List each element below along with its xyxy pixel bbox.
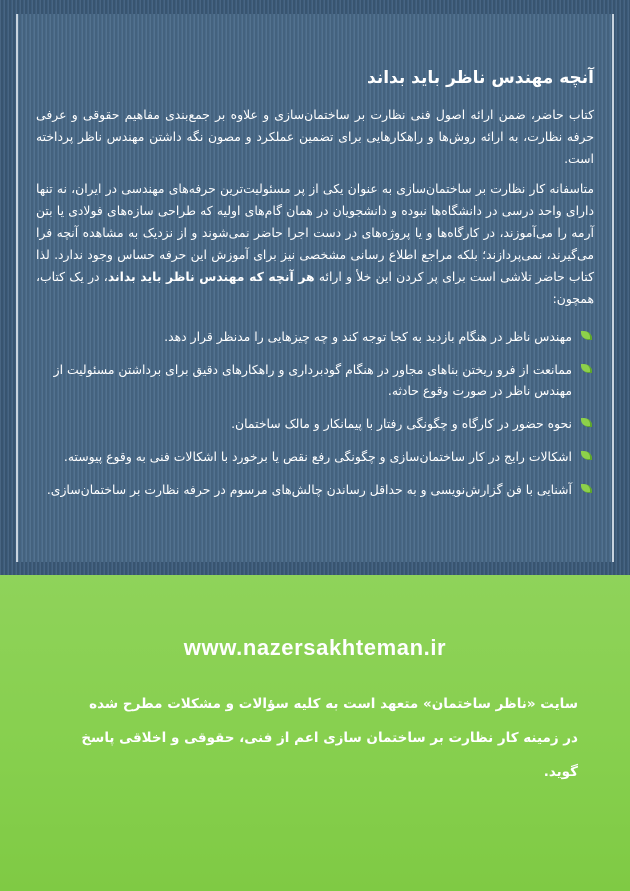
- leaf-bullet-icon: [581, 451, 592, 460]
- bullet-text: آشنایی با فن گزارش‌نویسی و به حداقل رساندن چالش‌های مرسوم در حرفه نظارت بر ساختمان‌سازی.: [46, 482, 572, 497]
- website-description: [58, 687, 578, 789]
- leaf-bullet-icon: [581, 418, 592, 427]
- body-paragraph: [36, 178, 594, 310]
- body-bold-text: هر آنچه که مهندس ناظر باید بداند: [107, 269, 315, 284]
- body-text: متاسفانه کار نظارت بر ساختمان‌سازی به عنوان یکی از پر مسئولیت‌ترین حرفه‌های مهندسی در ایران، نه تنها دارای واحد درسی در دانشگاه‌ها نبوده و دانشجویان در همان گام‌های اولیه که طراحی سازه‌های فولادی یا بتن آرمه را می‌آموزند، در کارگاه‌ها و یا پروژه‌های در دست اجرا حاضر نمی‌شوند و از نزدیک به مشاهده آنچه فرا می‌گیرند، نمی‌پردازند؛ بلکه مراجع اطلاع رسانی مشخصی نیز برای آموزش این حرفه حساس وجود ندارد. لذا کتاب حاضر تلاشی است برای پر کردن این خلأ و ارائه: [36, 181, 594, 284]
- leaf-bullet-icon: [581, 364, 592, 373]
- green-section: [0, 575, 630, 891]
- intro-paragraph: کتاب حاضر، ضمن ارائه اصول فنی نظارت بر ساختمان‌سازی و علاوه بر جمع‌بندی مفاهیم حقوقی و عرفی حرفه نظارت، به ارائه روش‌ها و راهکارهایی برای تضمین عملکرد و مصون نگه داشتن مهندس ناظر پرداخته است.: [36, 107, 594, 166]
- bullet-list: [36, 326, 594, 500]
- leaf-bullet-icon: [581, 484, 592, 493]
- list-item: [36, 479, 594, 500]
- bullet-text: نحوه حضور در کارگاه و چگونگی رفتار با پیمانکار و مالک ساختمان.: [231, 416, 572, 431]
- leaf-bullet-icon: [581, 331, 592, 340]
- website-url: www.nazersakhteman.ir: [183, 635, 447, 660]
- body-tail-text: ، در یک کتاب، همچون:: [36, 269, 594, 306]
- bullet-text: اشکالات رایج در کار ساختمان‌سازی و چگونگی رفع نقص یا برخورد با اشکالات فنی به وقوع پیوسته.: [63, 449, 572, 464]
- list-item: [36, 446, 594, 467]
- list-item: [36, 413, 594, 434]
- panel-title: آنچه مهندس ناظر باید بداند: [367, 68, 594, 88]
- description-line: سایت «ناظر ساختمان» متعهد است به کلیه سؤالات و مشکلات مطرح شده: [89, 696, 578, 712]
- list-item: [36, 326, 594, 347]
- description-line: در زمینه کار نظارت بر ساختمان سازی اعم از فنی، حقوقی و اخلاقی پاسخ گوید.: [81, 730, 578, 780]
- bullet-text: ممانعت از فرو ریختن بناهای مجاور در هنگام گودبرداری و راهکارهای دقیق برای برداشتن مسئولیت از مهندس ناظر در صورت وقوع حادثه.: [53, 362, 572, 398]
- list-item: [36, 359, 594, 401]
- bullet-text: مهندس ناظر در هنگام بازدید به کجا توجه کند و چه چیزهایی را مدنظر قرار دهد.: [164, 329, 572, 344]
- description-panel: [16, 14, 614, 562]
